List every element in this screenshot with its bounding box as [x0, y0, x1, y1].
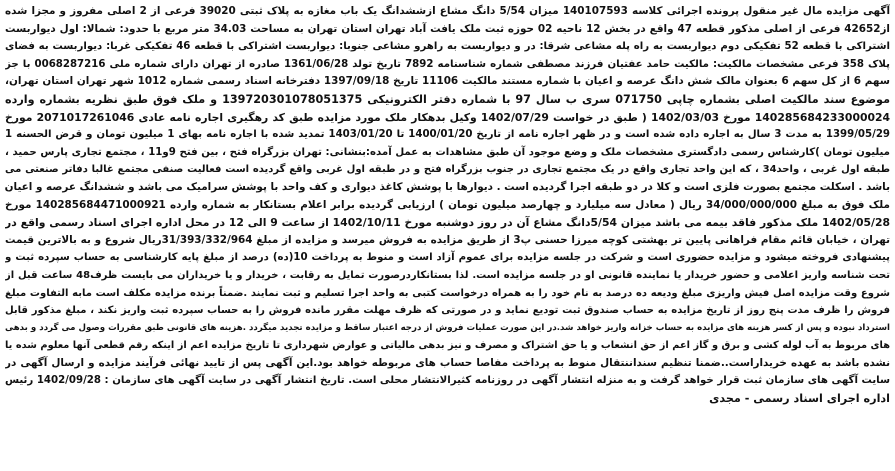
notice-text-line-4: پلاک 358 فرعی مشخصات مالکیت: مالکیت حامد عفتیان فرزند مصطفی شماره شناسنامه 7892 تاریخ تولد 1361/06/28 صادره از تهران دارای شماره ملی 0068287216 با جز [5, 58, 890, 70]
notice-text-line-18: فروش را ظرف مدت پنج روز از تاریخ مزایده به حساب صندوق ثبت تودیع نماید و در صورتی که ظرف مهلت مقرر مانده فروش را به حساب سپرده ثبت واریز نکند ، مبلغ مذکور قابل [5, 305, 890, 317]
notice-signature-line: اداره اجرای اسناد رسمی - مجدی [709, 392, 890, 406]
notice-text-line-20: های مربوط به آب لوله کشی و برق و گاز اعم از حق انشعاب و یا حق اشتراک و مصرف و نیز بدهی مالیاتی و عوارض شهرداری تا تاریخ مزایده اعم از اینکه رقم قطعی آنها معلوم شده یا [5, 340, 890, 352]
notice-text-line-2: از42652 فرعی از اصلی مذکور قطعه 47 واقع در بخش 12 ناحیه 02 حوزه ثبت ملک یافت آباد تهران استان تهران به مساحت 34.03 متر مربع با حدود: شمالا: اول دیواربست [5, 22, 890, 35]
notice-text-line-5: سهم 6 از کل سهم 6 بعنوان مالک شش دانگ عرصه و اعیان با شماره مستند مالکیت 11106 تاریخ 1397/09/18 دفترخانه اسناد رسمی شماره 1012 شهر تهران استان تهران، [5, 75, 890, 88]
notice-text-line-22: سایت آگهی های سازمان ثبت قرار خواهد گرفت و به منزله انتشار آگهی در روزنامه کثیرالانتشار محلی است. تاریخ انتشار آگهی در سایت آگهی های سازمان : 1402/09/28 رئیس [5, 375, 890, 387]
notice-text-line-11: باشد . اسکلت مجتمع بصورت فلزی است و کلا در دو طبقه اجرا گردیده است . دیوارها با پوشش کاغذ دیواری و کف واحد با پوشش سرامیک می باشد و ششدانگ عرصه و اعیان [5, 180, 890, 193]
notice-text-line-8: 1399/05/29 به مدت 3 سال به اجاره داده شده است و در ظهر اجاره نامه از تاریخ 1400/01/20 تا 1403/01/20 تمدید شده با اجاره نامه بهای 1 میلیون تومان و قرض الحسنه 1 [5, 129, 890, 141]
notice-text-line-1: آگهی مزایده مال غیر منقول پرونده اجرائی کلاسه 140107593 میزان 5/54 دانگ مشاع ازششدانگ یک باب مغازه به پلاک ثبتی 39020 فرعی از 2 اصلی مفروز و مجزا شده [5, 5, 890, 17]
notice-text-line-19: استرداد نبوده و پس از کسر هزینه های مزایده به حساب خزانه واریز خواهد شد.در این صورت عملیات فروش از درجه اعتبار ساقط و مزایده تجدید میگردد .هزینه های قانونی طبق مقررات وصول می گردد و بدهی [5, 322, 890, 333]
notice-text-line-12: ملک فوق به مبلغ 34/000/000/000 ریال ( معادل سه میلیارد و چهارصد میلیون تومان ) ارزیابی گردیده برابر اعلام بستانکار به شماره وارده 140285684471000921 مورخ [5, 198, 890, 211]
notice-text-line-9: میلیون تومان )کارشناس رسمی دادگستری مشخصات ملک و وضع موجود آن طبق مشاهدات به عمل آمده:بنشانی: تهران بزرگراه فتح ، بین فتح 9و11 ، مجتمع تجاری پارس حمید ، [5, 146, 890, 158]
notice-text-line-10: طبقه اول غربی ، واحد34 ، که این واحد تجاری واقع در یک مجتمع تجاری در جنوب بزرگراه فتح و در طبقه اول غربی واقع گردیده است فعالیت صنفی مجتمع غالبا دفاتر صنعتی می [5, 164, 890, 176]
notice-text-line-13: 1402/05/28 ملک مذکور فاقد بیمه می باشد میزان 5/54دانگ مشاع آن در روز دوشنبه مورخ 1402/10/11 از ساعت 9 الی 12 در محل اداره اجرای اسناد رسمی واقع در [5, 216, 890, 230]
notice-text-line-21: نشده باشد به عهده خریداراست..ضمنا تنظیم سنداننتقال منوط به پرداخت مفاصا حساب های مربوطه خواهد بود.این آگهی پس از تایید نهائی فرآیند مزایده و ارسال آگهی در [5, 356, 890, 369]
notice-text-line-16: تحت شناسه واریز اعلامی و حضور خریدار یا نماینده قانونی او در جلسه مزایده است. لذا بستانکاردرصورت تمایل به رقابت ، خریدار و یا خریداران می بایست ظرف48 ساعت قبل از [5, 269, 890, 281]
notice-text-line-15: پیشنهادی فروخته میشود و مزایده حضوری است و شرکت در جلسه مزایده برای عموم آزاد است و منوط به پرداخت 10(ده) درصد از مبلغ پایه کارشناسی به حساب سپرده ثبت و [5, 252, 890, 264]
notice-text-line-3: اشتراکی با قطعه 52 تفکیکی دوم دیواربست به راه پله مشاعی شرقا: در و دیواربست به راهرو مشاعی جنوبا: دیواربست اشتراکی با قطعه 46 تفکیکی غربا: دیواربست به فضای [5, 41, 890, 53]
notice-text-line-7: 140285684233000024 مورخ 1402/03/03 ( طبق در خواست 1402/07/29 وکیل بدهکار ملک مورد مزایده طبق کد رهگیری اجاره نامه عادی 2071017261046 مورخ [5, 110, 890, 124]
notice-text-line-17: شروع وقت مزایده اصل فیش واریزی مبلغ ودیعه ده درصد به نام خود را به همراه درخواست کتبی به واحد اجرا تسلیم و ثبت نمایند .ضمناً برنده مزایده مکلف است مابه التفاوت مبلغ [5, 287, 890, 299]
notice-text-line-14: تهران ، خیابان قائم مقام فراهانی پایین تر بهشتی کوچه میرزا حسنی پ3 از طریق مزایده به فروش میرسد و مزایده از مبلغ 31/393/332/964ریال شروع و به بالاترین قیمت [5, 233, 890, 246]
notice-text-line-6: موضوع سند مالکیت اصلی بشماره چاپی 071750 سری ب سال 97 با شماره دفتر الکترونیکی 139720301078051375 و ملک فوق طبق نظریه بشماره وارده [5, 92, 890, 106]
